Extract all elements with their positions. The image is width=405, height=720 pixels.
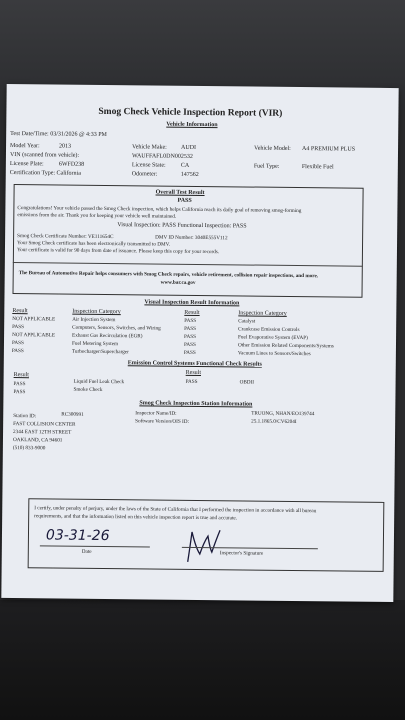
visual-functional-line: Visual Inspection: PASS Functional Inspection: PASS [117,222,247,230]
overall-result-heading: Overall Test Result [155,189,205,197]
visual-left-result: NOT APPLICABLE [12,316,56,323]
visual-category-header-left: Inspection Category [72,308,121,316]
bar-website: www.bar.ca.gov [160,279,196,286]
functional-right-category: OBDII [239,379,255,386]
valid-line: Your certificate is valid for 90 days from date of issuance. Please keep this copy for your records. [16,247,220,256]
transmit-line: Your Smog Check certificate has been electronically transmitted to DMV. [17,240,171,248]
visual-right-category: Other Emission Related Components/Systems [237,342,334,350]
visual-right-category: Catalyst [238,318,256,325]
visual-left-result: PASS [12,324,25,331]
inspection-report-paper [1,84,398,602]
software-label: Software Version/OIS ID: [135,418,190,425]
visual-right-result: PASS [183,341,196,348]
visual-result-header-left: Result [12,308,28,315]
background-bottom [0,600,405,720]
date-label: Date [81,548,92,555]
functional-left-result: PASS [13,381,26,388]
odometer: 147562 [180,171,199,178]
vin-label: VIN (scanned from vehicle): [9,151,80,159]
station-address-1: 2344 EAST 12TH STREET [13,429,72,436]
visual-right-category: Vacuum Lines to Sensors/Switches [237,350,311,358]
vehicle-info-heading: Vehicle Information [166,121,218,129]
visual-inspection-heading: Visual Inspection Result Information [144,299,240,307]
handwritten-date: 03-31-26 [45,527,110,545]
visual-right-result: PASS [184,317,197,324]
model-year-label: Model Year: [10,143,40,150]
vin: WAUFFAFL0DN002532 [131,153,193,160]
visual-right-result: PASS [184,325,197,332]
visual-result-header-right: Result [184,309,200,316]
vehicle-model: A4 PREMIUM PLUS [302,146,356,153]
functional-left-result: PASS [13,389,26,396]
station-id-label: Station ID: [13,413,37,420]
visual-left-category: Computers, Sensors, Switches, and Wiring [72,324,161,332]
make-label: Vehicle Make: [132,144,167,151]
license-state: CA [180,162,190,169]
test-datetime: Test Date/Time: 03/31/2026 @ 4:33 PM [10,131,107,139]
overall-result: PASS [177,197,192,204]
certify-text-2: requirements, and that the information listed on this vehicle inspection report is true and accurate. [34,513,238,522]
congrats-line-1: Congratulations! Your vehicle passed the Smog Check inspection, which helps California reach its daily goal of removing smog-forming [17,205,302,215]
software-version: 25.1.1865.0/CV6204I [251,418,297,426]
plate-label: License Plate: [9,160,44,168]
report-title: Smog Check Vehicle Inspection Report (VIR) [98,106,283,119]
visual-category-header-right: Inspection Category [238,310,287,317]
station-phone: (510) 833-9000 [12,445,46,452]
state-label: License State: [131,162,166,169]
visual-left-category: Air Injection System [72,316,116,324]
inspector-label: Inspector Name/ID: [135,410,177,417]
model-label: Vehicle Model: [254,145,291,152]
visual-right-result: PASS [184,333,197,340]
functional-result-header-right: Result [185,369,202,377]
fuel-type: Flexible Fuel [301,164,334,171]
license-plate: 6WFD238 [58,161,85,168]
visual-left-result: NOT APPLICABLE [12,332,56,339]
functional-right-result: PASS [185,378,198,385]
visual-left-category: Fuel Metering System [71,340,119,348]
visual-left-result: PASS [11,348,24,355]
station-name: FAST COLLISION CENTER [13,421,76,428]
odometer-label: Odometer: [131,171,158,178]
visual-left-category: Exhaust Gas Recirculation (EGR) [72,332,143,340]
fuel-label: Fuel Type: [253,163,280,170]
bar-info-line: The Bureau of Automotive Repair helps consumers with Smog Check repairs, vehicle retirement, collision repair inspections, and more. [18,270,319,280]
inspector-name: TRUONG, NHAN/EO139744 [251,410,315,418]
functional-left-category: Liquid Fuel Leak Check [73,378,125,386]
visual-left-result: PASS [11,340,24,347]
inspector-signature [182,518,252,567]
vehicle-make: AUDI [181,144,197,151]
station-info-heading: Smog Check Inspection Station Information [139,400,253,408]
signature-label: Inspector's Signature [219,550,264,557]
certificate-number: Smog Check Certificate Number: VE111654C [17,233,114,241]
model-year: 2013 [59,143,72,150]
congrats-line-2: emissions from the air. Thank you for keeping your vehicle well maintained. [17,212,177,220]
visual-right-category: Fuel Evaporative System (EVAP) [238,334,308,342]
station-id: RC300991 [61,411,84,418]
dmv-id-number: DMV ID Number: 3040E555V112 [155,234,228,242]
visual-left-category: Turbocharger/Supercharger [71,348,129,356]
functional-check-heading: Emission Control Systems Functional Check Results [127,360,262,368]
functional-result-header-left: Result [13,372,30,379]
visual-right-category: Crankcase Emission Controls [238,326,300,334]
certification-type: Certification Type: California [9,169,81,177]
functional-left-category: Smoke Check [73,386,103,393]
certify-text-1: I certify, under penalty of perjury, under the laws of the State of California that I performed the inspection in accordance with all bureau [34,505,317,515]
station-address-2: OAKLAND, CA 94601 [12,437,63,444]
visual-right-result: PASS [183,349,196,356]
